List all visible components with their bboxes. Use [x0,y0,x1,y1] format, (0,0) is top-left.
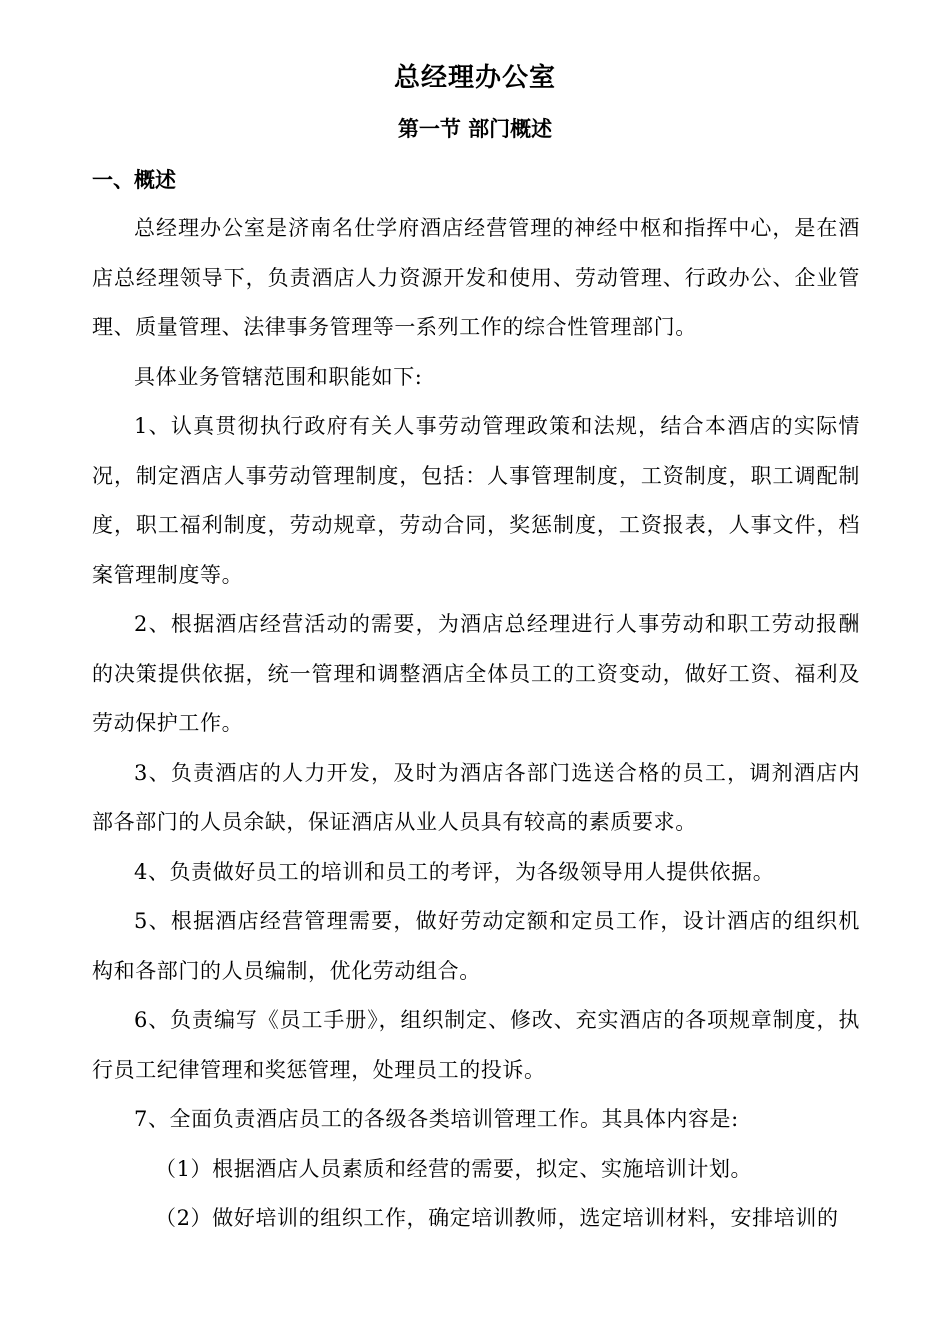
section-heading: 一、概述 [92,168,176,192]
paragraph: 1、认真贯彻执行政府有关人事劳动管理政策和法规，结合本酒店的实际情况，制定酒店人事劳动管理制度，包括：人事管理制度，工资制度，职工调配制度，职工福利制度，劳动规章，劳动合同，奖惩制度，工资报表，人事文件，档案管理制度等。 [92,414,860,587]
page-title: 总经理办公室 [393,63,556,93]
paragraph: 5、根据酒店经营管理需要，做好劳动定额和定员工作，设计酒店的组织机构和各部门的人员编制，优化劳动组合。 [92,909,860,983]
paragraph: 具体业务管辖范围和职能如下: [134,364,423,389]
paragraph: 4、负责做好员工的培训和员工的考评，为各级领导用人提供依据。 [134,859,775,884]
paragraph: 2、根据酒店经营活动的需要，为酒店总经理进行人事劳动和职工劳动报酬的决策提供依据，统一管理和调整酒店全体员工的工资变动，做好工资、福利及劳动保护工作。 [92,612,860,735]
paragraph: 3、负责酒店的人力开发，及时为酒店各部门选送合格的员工，调剂酒店内部各部门的人员余缺，保证酒店从业人员具有较高的素质要求。 [92,760,860,834]
sub-paragraph: （2）做好培训的组织工作，确定培训教师，选定培训材料，安排培训的 [155,1206,839,1230]
paragraph: 总经理办公室是济南名仕学府酒店经营管理的神经中枢和指挥中心，是在酒店总经理领导下，负责酒店人力资源开发和使用、劳动管理、行政办公、企业管理、质量管理、法律事务管理等一系列工作的综合性管理部门。 [92,216,860,339]
body-text [92,204,860,1244]
paragraph: 6、负责编写《员工手册》，组织制定、修改、充实酒店的各项规章制度，执行员工纪律管理和奖惩管理，处理员工的投诉。 [92,1008,860,1082]
sub-paragraph: （1）根据酒店人员素质和经营的需要，拟定、实施培训计划。 [155,1156,753,1181]
paragraph: 7、全面负责酒店员工的各级各类培训管理工作。其具体内容是: [134,1107,739,1131]
section-title: 第一节 部门概述 [397,117,553,141]
